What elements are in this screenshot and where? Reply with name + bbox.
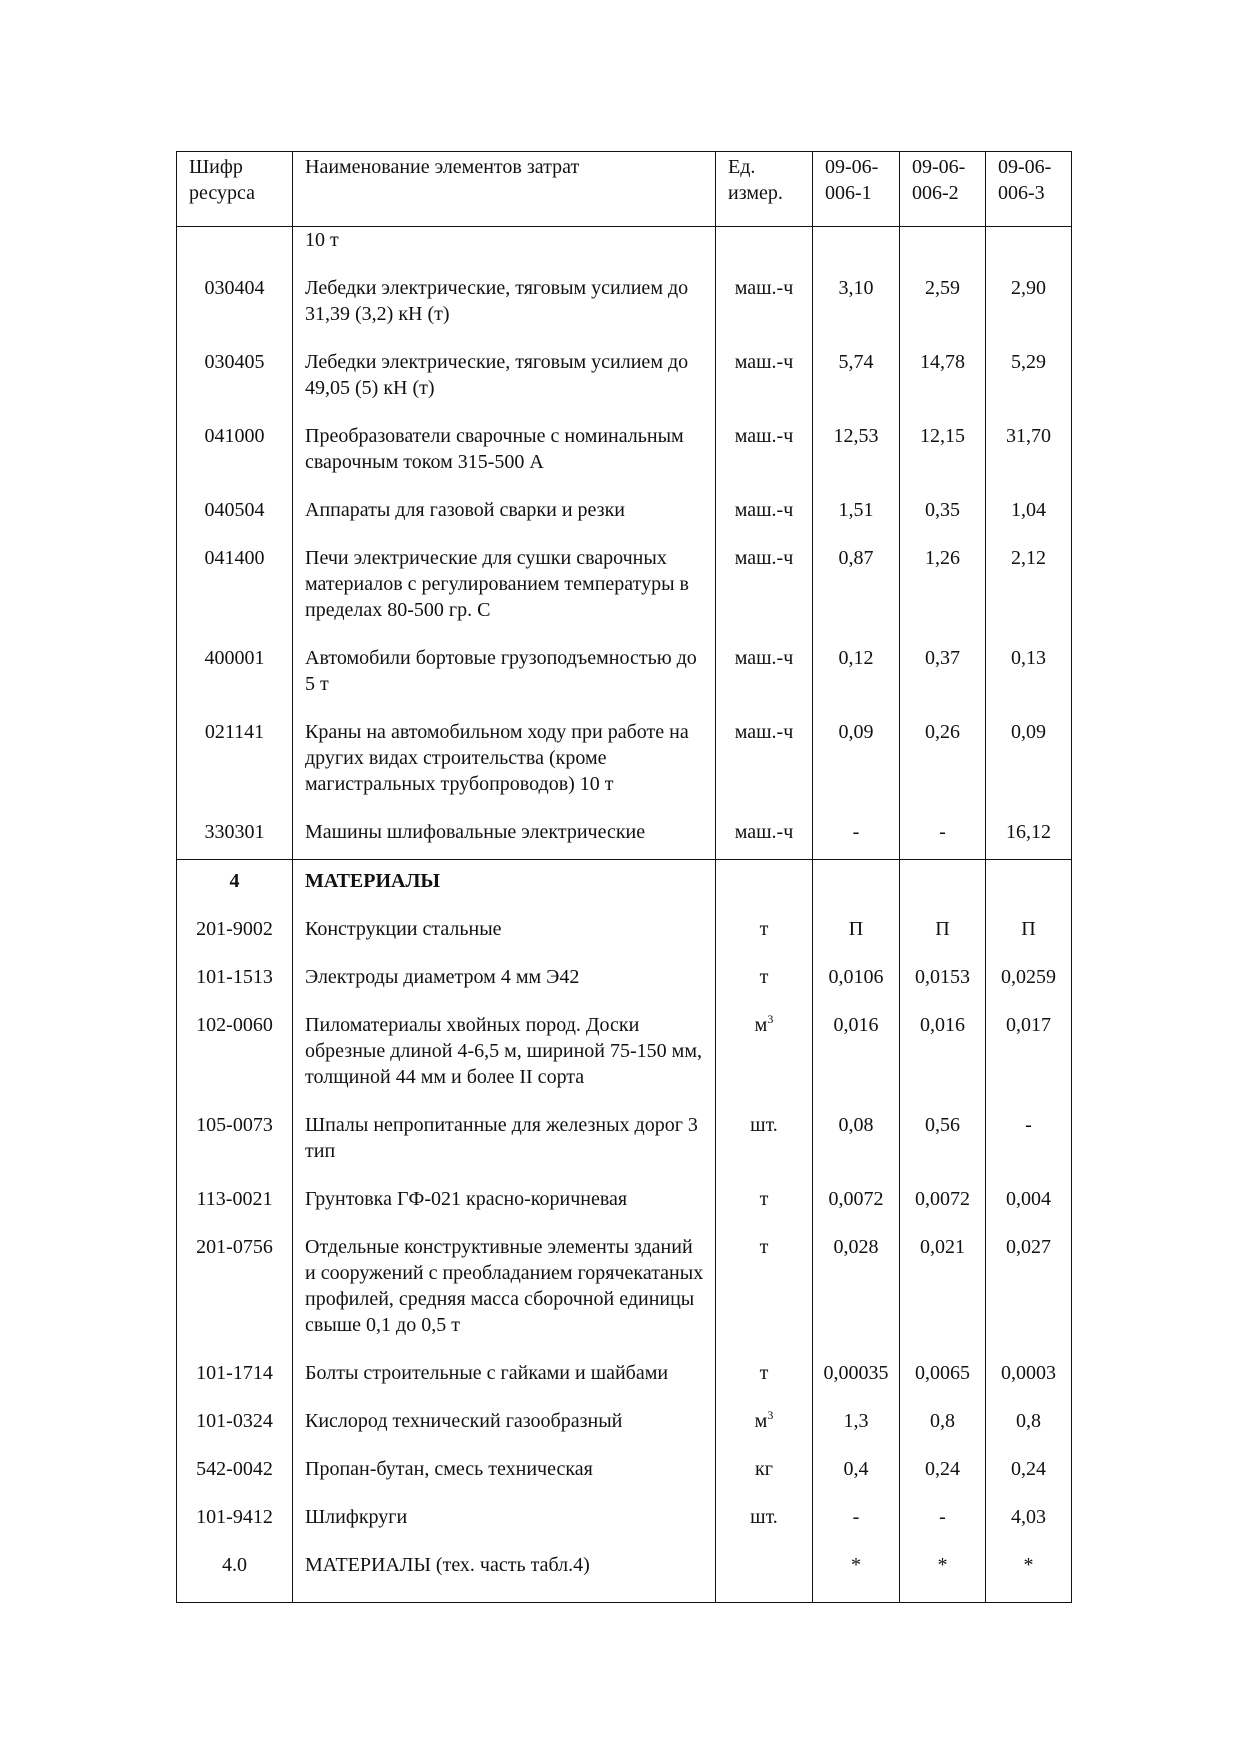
cell-unit-text: маш.-ч xyxy=(734,425,794,447)
cell-unit-text: т xyxy=(759,966,769,988)
cell-value-2-text: 0,56 xyxy=(925,1114,960,1136)
cell-value-2 xyxy=(900,1544,986,1603)
table-row xyxy=(177,1104,1072,1178)
cell-name-text: Печи электрические для сушки сварочных материалов с регулированием температуры в пределах 80-500 гр. С xyxy=(305,547,690,621)
cell-value-1 xyxy=(813,1448,900,1496)
cell-value-1-text: 0,87 xyxy=(838,547,874,569)
cell-value-3-text: 0,0259 xyxy=(1001,966,1056,988)
table-row xyxy=(177,415,1072,489)
table-row xyxy=(177,1004,1072,1104)
cell-code-text: 201-0756 xyxy=(196,1236,273,1258)
cell-value-3-text: 0,0003 xyxy=(1001,1362,1056,1384)
header-row xyxy=(177,152,1072,227)
table-row xyxy=(177,908,1072,956)
cell-value-3-text: 31,70 xyxy=(1006,425,1051,447)
cell-value-2-text: П xyxy=(935,918,950,940)
cell-unit xyxy=(716,489,813,537)
header-col-3: 09-06-006-3 xyxy=(986,152,1072,227)
cell-name xyxy=(293,489,716,537)
cell-name-text: Пропан-бутан, смесь техническая xyxy=(305,1458,593,1480)
cell-code xyxy=(177,1226,293,1352)
cell-code xyxy=(177,415,293,489)
table-row xyxy=(177,489,1072,537)
cell-code xyxy=(177,1004,293,1104)
table-row xyxy=(177,1352,1072,1400)
cell-value-2 xyxy=(900,1104,986,1178)
cell-value-2-text: 0,37 xyxy=(925,647,960,669)
cell-value-1 xyxy=(813,1496,900,1544)
cell-name-text: Отдельные конструктивные элементы зданий и сооружений с преобладанием горячекатаных профилей, средняя масса сборочной единицы свыше 0,1 до 0,5 т xyxy=(305,1236,704,1336)
cell-value-2 xyxy=(900,637,986,711)
cell-code xyxy=(177,711,293,811)
cell-value-1-text: 0,09 xyxy=(838,721,874,743)
cell-name-text: 10 т xyxy=(305,229,339,251)
cell-value-2-text: 0,0065 xyxy=(915,1362,970,1384)
cell-value-2-text: 12,15 xyxy=(920,425,965,447)
cell-value-1 xyxy=(813,637,900,711)
cell-name xyxy=(293,537,716,637)
cell-value-3-text: 0,09 xyxy=(1011,721,1046,743)
cell-value-3 xyxy=(986,489,1072,537)
cell-value-3 xyxy=(986,537,1072,637)
cell-unit xyxy=(716,1400,813,1448)
cell-value-3 xyxy=(986,1226,1072,1352)
cell-value-1 xyxy=(813,1178,900,1226)
cell-value-1-text: 0,016 xyxy=(833,1014,879,1036)
cell-name-text: Шпалы непропитанные для железных дорог 3 тип xyxy=(305,1114,698,1162)
cell-name xyxy=(293,908,716,956)
cell-value-3-text: П xyxy=(1021,918,1036,940)
cell-value-1-text: 3,10 xyxy=(838,277,874,299)
cell-unit-text: м xyxy=(754,1410,768,1432)
cell-value-1 xyxy=(813,956,900,1004)
cell-name xyxy=(293,1496,716,1544)
cell-value-1 xyxy=(813,860,900,909)
cell-code-text: 4.0 xyxy=(222,1554,247,1576)
cell-value-1-text: - xyxy=(852,821,860,843)
cell-code xyxy=(177,537,293,637)
cell-unit-text: шт. xyxy=(750,1506,778,1528)
cell-code xyxy=(177,1448,293,1496)
cell-unit xyxy=(716,1178,813,1226)
cell-code xyxy=(177,227,293,268)
cell-value-3 xyxy=(986,1352,1072,1400)
cell-name xyxy=(293,711,716,811)
cell-value-2-text: 14,78 xyxy=(920,351,965,373)
cell-code xyxy=(177,1178,293,1226)
cell-value-2 xyxy=(900,537,986,637)
cell-code-text: 101-1513 xyxy=(196,966,273,988)
cell-name xyxy=(293,811,716,860)
cell-unit-text: шт. xyxy=(750,1114,778,1136)
cell-name-text: Автомобили бортовые грузоподъемностью до 5 т xyxy=(305,647,697,695)
cell-value-1 xyxy=(813,1352,900,1400)
cell-name-text: Пиломатериалы хвойных пород. Доски обрезные длиной 4-6,5 м, шириной 75-150 мм, толщиной 44 мм и более II сорта xyxy=(305,1014,702,1088)
cell-unit-text: м xyxy=(754,1014,768,1036)
cell-name-text: Машины шлифовальные электрические xyxy=(305,821,646,843)
cell-unit xyxy=(716,711,813,811)
cell-unit-text: маш.-ч xyxy=(734,547,794,569)
cell-value-3-text: 0,004 xyxy=(1006,1188,1051,1210)
cell-value-3 xyxy=(986,1178,1072,1226)
table-row xyxy=(177,1496,1072,1544)
cell-unit-text: т xyxy=(759,918,769,940)
cell-value-2 xyxy=(900,860,986,909)
unit-superscript: 3 xyxy=(767,1408,774,1422)
cell-unit xyxy=(716,1104,813,1178)
cell-unit xyxy=(716,537,813,637)
cell-value-1 xyxy=(813,1004,900,1104)
header-name: Наименование элементов затрат xyxy=(293,152,716,227)
cell-value-2 xyxy=(900,267,986,341)
cell-code-text: 101-0324 xyxy=(196,1410,273,1432)
cell-name-text: Преобразователи сварочные с номинальным сварочным током 315-500 А xyxy=(305,425,684,473)
unit-superscript: 3 xyxy=(767,1012,774,1026)
cell-value-2 xyxy=(900,341,986,415)
cell-value-3 xyxy=(986,1004,1072,1104)
cell-value-1 xyxy=(813,267,900,341)
cell-value-1 xyxy=(813,341,900,415)
cell-code-text: 041400 xyxy=(204,547,265,569)
cell-name xyxy=(293,341,716,415)
cell-name-text: Конструкции стальные xyxy=(305,918,502,940)
cell-value-3 xyxy=(986,860,1072,909)
cell-name xyxy=(293,1004,716,1104)
cell-value-1 xyxy=(813,1400,900,1448)
table-row xyxy=(177,341,1072,415)
cell-unit-text: маш.-ч xyxy=(734,821,794,843)
cell-value-1 xyxy=(813,811,900,860)
cell-value-1 xyxy=(813,227,900,268)
cell-code xyxy=(177,956,293,1004)
document-page xyxy=(176,151,1071,1603)
cell-value-2 xyxy=(900,489,986,537)
cell-unit xyxy=(716,1448,813,1496)
cell-value-3-text: * xyxy=(1023,1554,1034,1576)
cell-name-text: Лебедки электрические, тяговым усилием до 31,39 (3,2) кН (т) xyxy=(305,277,689,325)
cell-value-1-text: 5,74 xyxy=(838,351,874,373)
cell-code-text: 201-9002 xyxy=(196,918,273,940)
cell-value-1-text: П xyxy=(848,918,864,940)
cell-name xyxy=(293,1448,716,1496)
cell-unit xyxy=(716,1544,813,1603)
cell-value-2 xyxy=(900,1004,986,1104)
cell-name xyxy=(293,637,716,711)
cell-unit-text: кг xyxy=(755,1458,773,1480)
cell-value-1 xyxy=(813,1104,900,1178)
cell-value-1 xyxy=(813,908,900,956)
cell-value-2 xyxy=(900,1496,986,1544)
cell-value-3-text: 2,12 xyxy=(1011,547,1046,569)
cell-name xyxy=(293,1400,716,1448)
cell-code-text: 101-9412 xyxy=(196,1506,273,1528)
cell-code xyxy=(177,1544,293,1603)
cell-unit xyxy=(716,956,813,1004)
cell-name-text: МАТЕРИАЛЫ (тех. часть табл.4) xyxy=(305,1554,590,1576)
cell-value-2 xyxy=(900,415,986,489)
cell-value-3 xyxy=(986,711,1072,811)
cell-code-text: 330301 xyxy=(204,821,265,843)
cell-unit xyxy=(716,1226,813,1352)
cell-unit xyxy=(716,1004,813,1104)
cell-value-2-text: 0,24 xyxy=(925,1458,960,1480)
cell-name xyxy=(293,1544,716,1603)
cell-value-3-text: 0,027 xyxy=(1006,1236,1051,1258)
cell-value-2 xyxy=(900,1448,986,1496)
cell-code xyxy=(177,908,293,956)
header-col-2: 09-06-006-2 xyxy=(900,152,986,227)
cell-value-2-text: 0,0153 xyxy=(915,966,970,988)
cell-value-1 xyxy=(813,489,900,537)
cell-unit-text: маш.-ч xyxy=(734,499,794,521)
cell-value-3 xyxy=(986,1544,1072,1603)
cell-value-3 xyxy=(986,415,1072,489)
cell-unit xyxy=(716,908,813,956)
header-col-1: 09-06-006-1 xyxy=(813,152,900,227)
cell-unit xyxy=(716,811,813,860)
cell-name-text: Краны на автомобильном ходу при работе на других видах строительства (кроме магистральных трубопроводов) 10 т xyxy=(305,721,689,795)
cell-name xyxy=(293,1104,716,1178)
cell-value-2 xyxy=(900,1352,986,1400)
cell-value-3 xyxy=(986,1496,1072,1544)
cell-code xyxy=(177,811,293,860)
cell-code xyxy=(177,267,293,341)
cell-value-3 xyxy=(986,341,1072,415)
cell-value-2 xyxy=(900,1178,986,1226)
table-header xyxy=(177,152,1072,227)
cell-unit-text: маш.-ч xyxy=(734,351,794,373)
cell-value-1-text: 0,4 xyxy=(843,1458,869,1480)
cell-value-2-text: 1,26 xyxy=(925,547,960,569)
cell-value-2-text: - xyxy=(939,1506,946,1528)
cell-code xyxy=(177,1496,293,1544)
cell-value-1 xyxy=(813,1544,900,1603)
cell-value-2 xyxy=(900,227,986,268)
cell-value-3 xyxy=(986,908,1072,956)
cell-name xyxy=(293,860,716,909)
cell-value-1 xyxy=(813,1226,900,1352)
cell-value-1 xyxy=(813,415,900,489)
cell-unit-text: т xyxy=(759,1362,769,1384)
cell-code-text: 105-0073 xyxy=(196,1114,273,1136)
cell-code-text: 021141 xyxy=(204,721,265,743)
cell-code xyxy=(177,1400,293,1448)
cell-code-text: 030405 xyxy=(204,351,265,373)
cell-value-2 xyxy=(900,956,986,1004)
table-row xyxy=(177,956,1072,1004)
cell-code-text: 102-0060 xyxy=(196,1014,273,1036)
table-row xyxy=(177,711,1072,811)
cell-value-1-text: 0,028 xyxy=(833,1236,879,1258)
cell-unit-text: т xyxy=(759,1188,769,1210)
table-row xyxy=(177,1400,1072,1448)
cell-name-text: Шлифкруги xyxy=(305,1506,408,1528)
table-row xyxy=(177,1226,1072,1352)
cell-unit xyxy=(716,1496,813,1544)
cell-name-text: Аппараты для газовой сварки и резки xyxy=(305,499,625,521)
cell-value-3-text: 2,90 xyxy=(1011,277,1046,299)
cell-value-3 xyxy=(986,267,1072,341)
table-row xyxy=(177,227,1072,268)
cell-value-1-text: 0,00035 xyxy=(823,1362,889,1384)
cell-value-3-text: 0,8 xyxy=(1016,1410,1041,1432)
cell-name xyxy=(293,1352,716,1400)
table-row xyxy=(177,637,1072,711)
cell-unit xyxy=(716,1352,813,1400)
cell-value-3-text: 16,12 xyxy=(1006,821,1051,843)
cell-value-2 xyxy=(900,811,986,860)
table-row xyxy=(177,1544,1072,1603)
cell-code-text: 041000 xyxy=(204,425,265,447)
cell-value-3 xyxy=(986,1400,1072,1448)
cell-value-2-text: 0,0072 xyxy=(915,1188,970,1210)
cell-value-1-text: 0,0106 xyxy=(828,966,884,988)
cell-name xyxy=(293,227,716,268)
cell-code-text: 400001 xyxy=(204,647,265,669)
table-body xyxy=(177,227,1072,1603)
cell-name xyxy=(293,415,716,489)
cell-value-3 xyxy=(986,1104,1072,1178)
cell-value-3-text: 4,03 xyxy=(1011,1506,1046,1528)
cell-name xyxy=(293,267,716,341)
cell-code-text: 113-0021 xyxy=(196,1188,273,1210)
table-row xyxy=(177,811,1072,860)
cell-value-2 xyxy=(900,1226,986,1352)
cell-value-3 xyxy=(986,811,1072,860)
cell-value-1 xyxy=(813,537,900,637)
cell-name xyxy=(293,1178,716,1226)
table-row xyxy=(177,537,1072,637)
cell-value-3-text: - xyxy=(1025,1114,1032,1136)
cell-value-2-text: - xyxy=(939,821,946,843)
cell-value-2-text: * xyxy=(937,1554,948,1576)
cell-value-1-text: - xyxy=(852,1506,860,1528)
cell-code xyxy=(177,489,293,537)
cell-value-1-text: 0,12 xyxy=(838,647,874,669)
header-code: Шифр ресурса xyxy=(177,152,293,227)
cell-code-text: 101-1714 xyxy=(196,1362,273,1384)
cell-value-3 xyxy=(986,637,1072,711)
cell-value-1-text: 1,51 xyxy=(838,499,874,521)
cell-value-3 xyxy=(986,1448,1072,1496)
cell-name-text: Лебедки электрические, тяговым усилием до 49,05 (5) кН (т) xyxy=(305,351,689,399)
cell-value-3 xyxy=(986,227,1072,268)
cell-value-2-text: 0,8 xyxy=(930,1410,955,1432)
cell-value-3-text: 1,04 xyxy=(1011,499,1046,521)
cell-value-2-text: 0,016 xyxy=(920,1014,965,1036)
cell-unit xyxy=(716,267,813,341)
cell-unit-text: маш.-ч xyxy=(734,721,794,743)
cell-code-text: 040504 xyxy=(204,499,265,521)
cell-name-text: Грунтовка ГФ-021 красно-коричневая xyxy=(305,1188,628,1210)
cell-value-1-text: 0,0072 xyxy=(828,1188,884,1210)
cell-value-2 xyxy=(900,711,986,811)
cell-name xyxy=(293,1226,716,1352)
cell-unit-text: маш.-ч xyxy=(734,277,794,299)
cell-value-2-text: 2,59 xyxy=(925,277,960,299)
cell-code xyxy=(177,860,293,909)
cell-unit xyxy=(716,341,813,415)
cell-value-1-text: 1,3 xyxy=(843,1410,869,1432)
cell-value-2-text: 0,26 xyxy=(925,721,960,743)
cell-value-2-text: 0,021 xyxy=(920,1236,965,1258)
cell-value-3-text: 0,24 xyxy=(1011,1458,1046,1480)
cell-code-text: 542-0042 xyxy=(196,1458,273,1480)
resource-table xyxy=(176,151,1072,1603)
cell-value-2 xyxy=(900,1400,986,1448)
cell-name-text: МАТЕРИАЛЫ xyxy=(305,870,440,892)
table-row xyxy=(177,267,1072,341)
cell-value-2 xyxy=(900,908,986,956)
cell-value-1-text: 0,08 xyxy=(838,1114,874,1136)
cell-value-1-text: 12,53 xyxy=(833,425,879,447)
cell-unit xyxy=(716,415,813,489)
cell-code-text: 030404 xyxy=(204,277,265,299)
table-row xyxy=(177,1448,1072,1496)
cell-unit xyxy=(716,637,813,711)
cell-code xyxy=(177,637,293,711)
cell-value-3-text: 0,13 xyxy=(1011,647,1046,669)
header-unit: Ед. измер. xyxy=(716,152,813,227)
table-row xyxy=(177,1178,1072,1226)
cell-code xyxy=(177,1104,293,1178)
cell-name xyxy=(293,956,716,1004)
cell-value-2-text: 0,35 xyxy=(925,499,960,521)
cell-value-3-text: 5,29 xyxy=(1011,351,1046,373)
cell-unit-text: маш.-ч xyxy=(734,647,794,669)
cell-value-3 xyxy=(986,956,1072,1004)
cell-unit-text: т xyxy=(759,1236,769,1258)
cell-value-1-text: * xyxy=(851,1554,861,1576)
cell-code xyxy=(177,1352,293,1400)
table-row xyxy=(177,860,1072,909)
cell-unit xyxy=(716,860,813,909)
cell-unit xyxy=(716,227,813,268)
cell-code-text: 4 xyxy=(229,870,240,892)
cell-code xyxy=(177,341,293,415)
cell-name-text: Электроды диаметром 4 мм Э42 xyxy=(305,966,580,988)
cell-name-text: Кислород технический газообразный xyxy=(305,1410,623,1432)
cell-value-1 xyxy=(813,711,900,811)
cell-name-text: Болты строительные с гайками и шайбами xyxy=(305,1362,669,1384)
cell-value-3-text: 0,017 xyxy=(1006,1014,1051,1036)
